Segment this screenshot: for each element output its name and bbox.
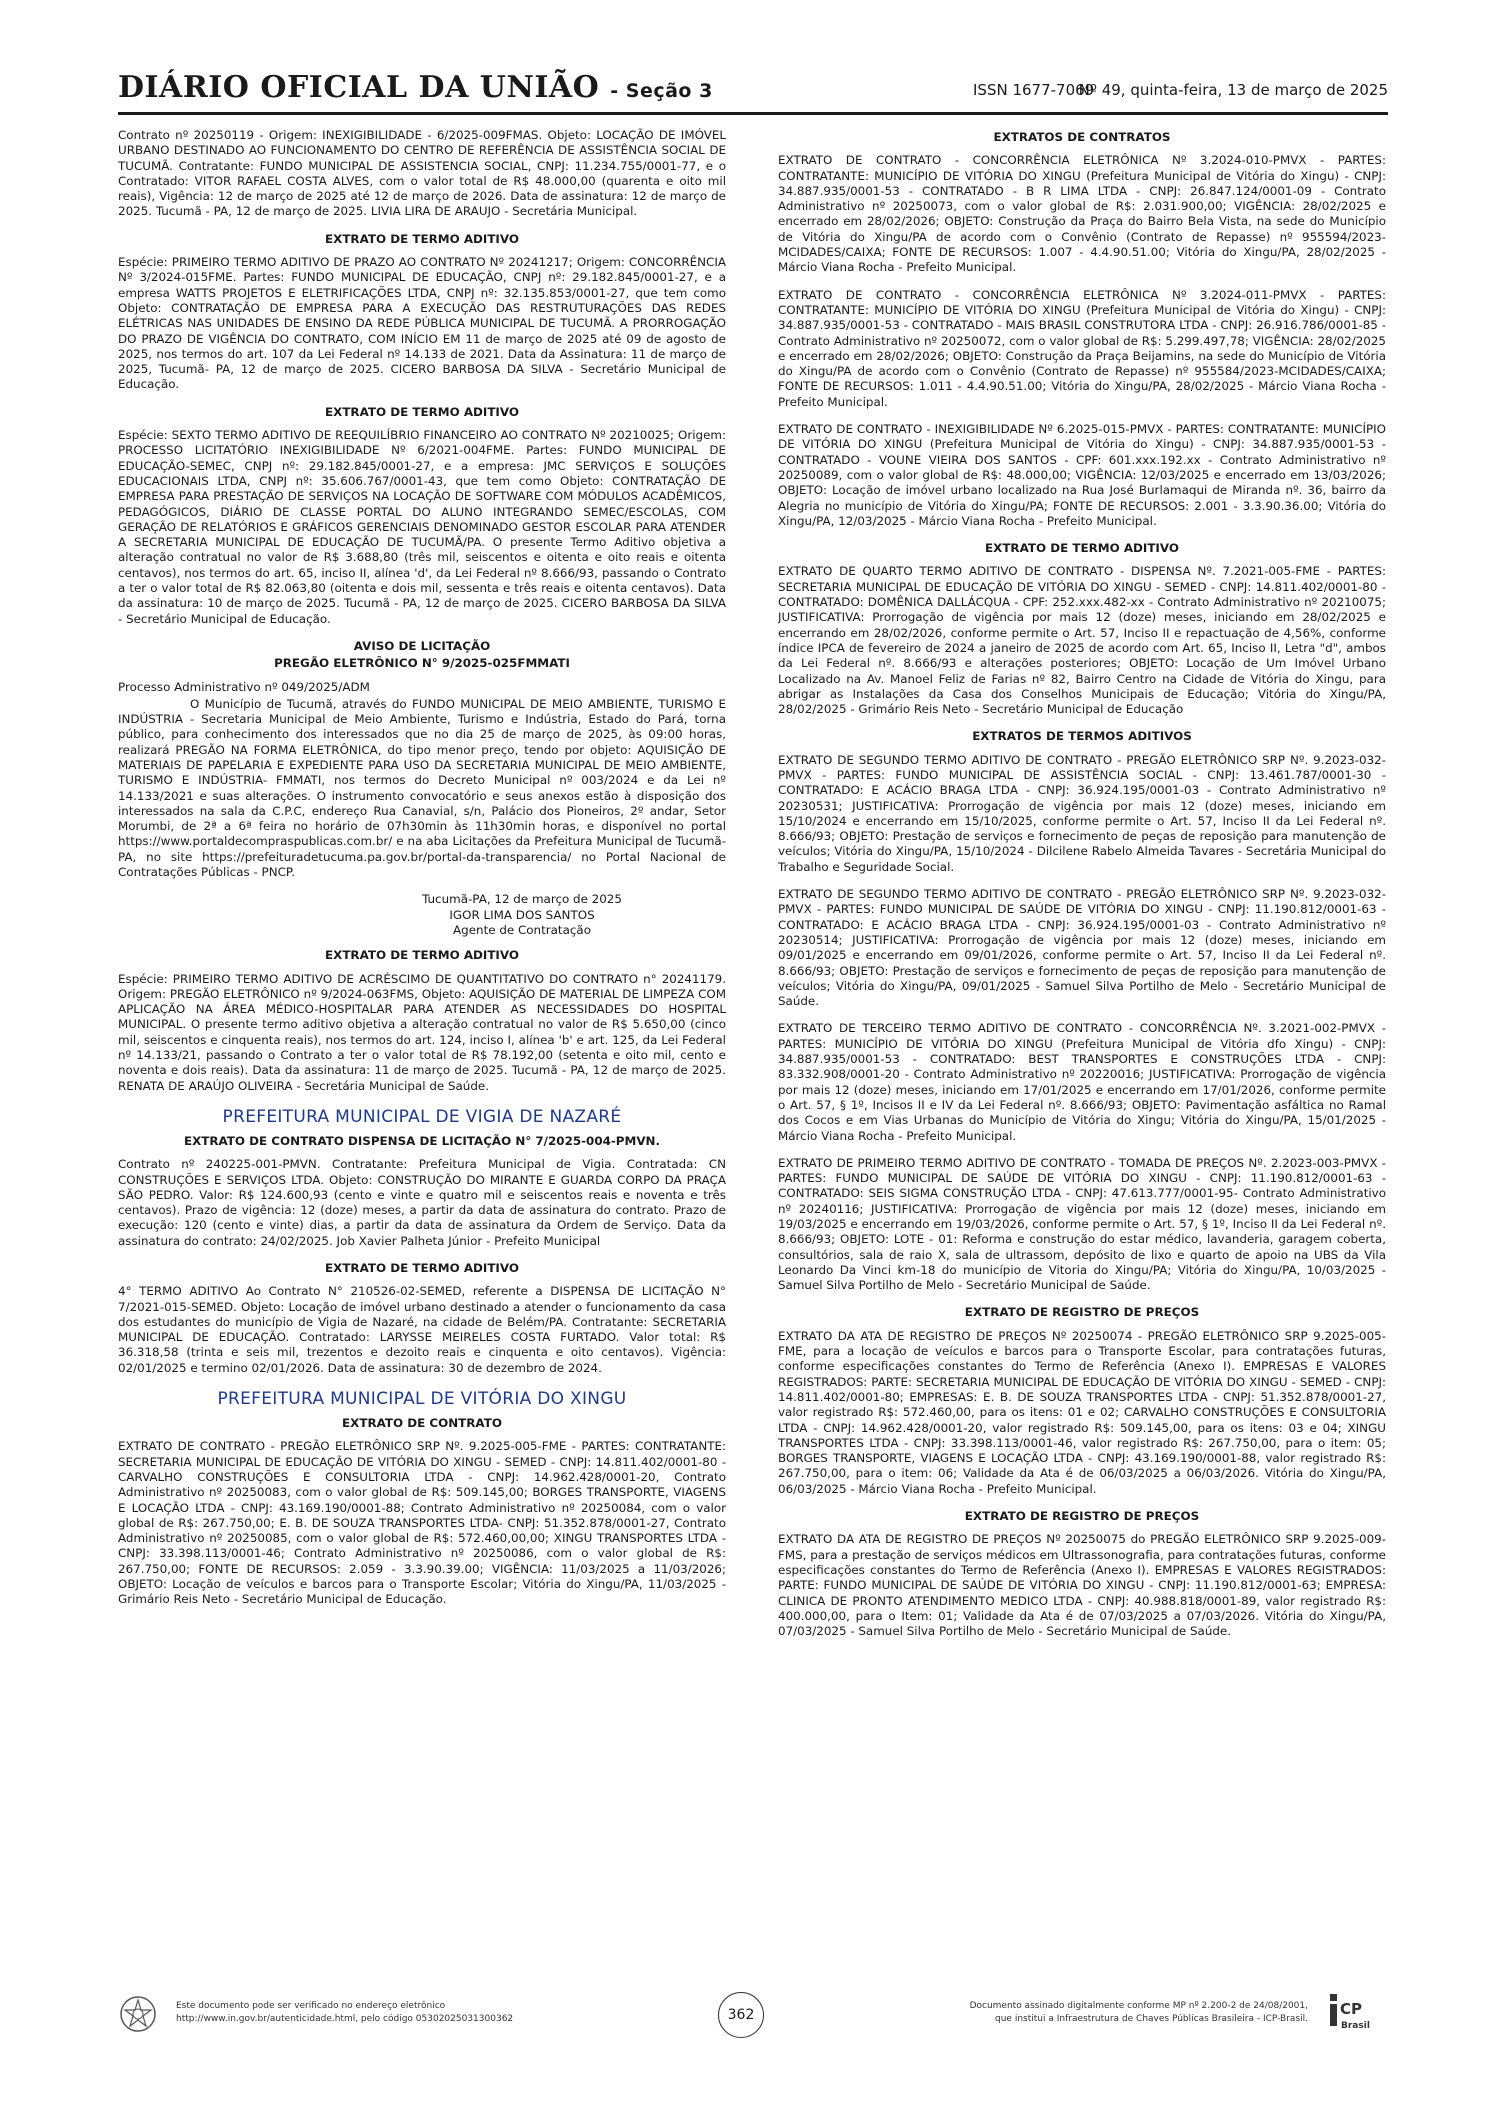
signature-role: Agente de Contratação xyxy=(453,922,591,937)
organization-heading: PREFEITURA MUNICIPAL DE VITÓRIA DO XINGU xyxy=(217,1389,627,1410)
coat-of-arms-icon xyxy=(118,1994,158,2034)
edition-date: Nº 49, quinta-feira, 13 de março de 2025 xyxy=(1078,81,1388,99)
notice-text: Contrato nº 240225-001-PMVN. Contratante: Prefeitura Municipal de Vigia. Contratada: CN CONSTRUÇÕES E SERVIÇOS LTDA. Objeto: CONSTRUÇÃO DO MIRANTE E GUARDA CORPO DA PRAÇA SÃO PEDRO. Valor: R$ 124.600,93 (cento e vinte e quatro mil e seiscentos reais e noventa e três centavos). Prazo de vigência: 12 (doze) meses, a partir da data de assinatura do contrato. Prazo de execução: 120 (cento e vinte) dias, a partir da data de assinatura da Ordem de Serviço. Data da assinatura do contrato: 24/02/2025. Job Xavier Palheta Júnior - Prefeito Municipal xyxy=(118,1157,726,1248)
notice-text: EXTRATO DE CONTRATO - CONCORRÊNCIA ELETRÔNICA Nº 3.2024-010-PMVX - PARTES: CONTRATANTE: MUNICÍPIO DE VITÓRIA DO XINGU (Prefeitura Municipal de Vitória do Xingu) - CNPJ: 34.887.935/0001-53 - CONTRATADO - B R LIMA LTDA - CNPJ: 26.847.124/0001-09 - Contrato Administrativo nº 20250073, com o valor global de R$: 2.031.900,00; VIGÊNCIA: 28/02/2025 e encerrado em 28/02/2026; OBJETO: Construção da Praça do Bairro Bela Vista, na sede do Município de Vitória do Xingu/PA de acordo com o Convênio (Contrato de Repasse) nº 955594/2023-MCIDADES/CAIXA; FONTE DE RECURSOS: 1.007 - 4.4.90.51.00; Vitória do Xingu/PA, 28/02/2025 - Márcio Viana Rocha - Prefeito Municipal. xyxy=(778,153,1386,275)
icp-brasil-logo-icon xyxy=(1326,1990,1388,2036)
process-number: Processo Administrativo nº 049/2025/ADM xyxy=(118,679,370,694)
signature-block xyxy=(118,892,726,938)
masthead xyxy=(118,70,1388,115)
notice-text: EXTRATO DE TERCEIRO TERMO ADITIVO DE CONTRATO - CONCORRÊNCIA Nº. 3.2021-002-PMVX - PARTES: MUNICÍPIO DE VITÓRIA DO XINGU (Prefeitura Municipal de Vitória dfo Xingu) - CNPJ: 34.887.935/0001-53 - CONTRATADO: BEST TRANSPORTES E CONSTRUÇÕES LTDA - CNPJ: 83.332.908/0001-20 - Contrato Administrativo nº 20220016; JUSTIFICATIVA: Prorrogação de vigência por mais 12 (doze) meses, iniciando em 17/01/2025 e encerrando em 17/01/2026, conforme permite o Art. 57, § 1º, Incisos II e IV da Lei Federal nº. 8.666/93; OBJETO: Pavimentação asfáltica no Ramal dos Cocos e em Vias Urbanas do Município de Vitória do Xingu; Vitória do Xingu/PA, 15/01/2025 - Márcio Viana Rocha - Prefeito Municipal. xyxy=(778,1021,1386,1143)
notice-text: EXTRATO DE PRIMEIRO TERMO ADITIVO DE CONTRATO - TOMADA DE PREÇOS Nº. 2.2023-003-PMVX - PARTES: FUNDO MUNICIPAL DE SAÚDE DE VITÓRIA DO XINGU - CNPJ: 11.190.812/0001-63 - CONTRATADO: SEIS SIGMA CONSTRUÇÃO LTDA - CNPJ: 47.613.777/0001-95- Contrato Administrativo nº 20240116; JUSTIFICATIVA: Prorrogação de vigência por mais 12 (doze) meses, iniciando em 19/03/2025 e encerrando em 19/03/2026, conforme permite o Art. 57, § 1º, Inciso II da Lei Federal nº. 8.666/93; OBJETO: LOTE - 01: Reforma e construção do estar médico, lavanderia, garagem coberta, consultórios, sala de raio X, sala de ultrassom, depósito de lixo e quarto de apoio na UBS da Vila Leonardo Da Vinci km-18 do município de Vitoria do Xingu/PA; Vitória do Xingu/PA, 10/03/2025 - Samuel Silva Portilho de Melo - Secretário Municipal de Saúde. xyxy=(778,1155,1386,1293)
notice-heading: EXTRATO DE REGISTRO DE PREÇOS xyxy=(964,1305,1200,1320)
notice-heading: EXTRATO DE TERMO ADITIVO xyxy=(325,1261,519,1275)
notice-text: Espécie: PRIMEIRO TERMO ADITIVO DE ACRÉSCIMO DE QUANTITATIVO DO CONTRATO n° 20241179. Origem: PREGÃO ELETRÔNICO nº 9/2024-063FMS, Objeto: AQUISIÇÃO DE MATERIAL DE LIMPEZA COM APLICAÇÃO NA ÁREA MÉDICO-HOSPITALAR PARA ATENDER AS NECESSIDADES DO HOSPITAL MUNICIPAL. O presente termo aditivo objetiva a alteração contratual no valor de R$ 5.650,00 (cinco mil, seiscentos e cinquenta reais), nos termos do art. 124, inciso I, alínea 'b' e art. 125, da Lei Federal nº 14.133/21, passando o Contrato a ter o valor total de R$ 78.192,00 (setenta e oito mil, cento e noventa e dois reais). Data da assinatura: 11 de março de 2025. Tucumã - PA, 12 de março de 2025. RENATA DE ARAÚJO OLIVEIRA - Secretária Municipal de Saúde. xyxy=(118,971,726,1093)
publication-title: DIÁRIO OFICIAL DA UNIÃO - Seção 3 xyxy=(118,70,713,105)
svg-text:Brasil: Brasil xyxy=(1341,2021,1370,2031)
page-footer xyxy=(118,1990,1388,2050)
right-column xyxy=(778,128,1386,1948)
notice-text: EXTRATO DE CONTRATO - CONCORRÊNCIA ELETRÔNICA Nº 3.2024-011-PMVX - PARTES: CONTRATANTE: MUNICÍPIO DE VITÓRIA DO XINGU (Prefeitura Municipal de Vitória do Xingu) - CNPJ: 34.887.935/0001-53 - CONTRATADO - MAIS BRASIL CONSTRUTORA LTDA - CNPJ: 26.916.786/0001-85 - Contrato Administrativo nº 20250072, com o valor global de R$: 5.299.497,78; VIGÊNCIA: 28/02/2025 e encerrado em 28/02/2026; OBJETO: Construção da Praça Beijamins, na sede do Município de Vitória do Xingu/PA de acordo com o Convênio (Contrato de Repasse) nº 955584/2023-MCIDADES/CAIXA; FONTE DE RECURSOS: 1.011 - 4.4.90.51.00; Vitória do Xingu/PA, 28/02/2025 - Márcio Viana Rocha - Prefeito Municipal. xyxy=(778,287,1386,409)
notice-text: 4° TERMO ADITIVO Ao Contrato N° 210526-02-SEMED, referente a DISPENSA DE LICITAÇÃO N° 7/2021-015-SEMED. Objeto: Locação de imóvel urbano destinado a atender o funcionamento da casa dos estudantes do município de Vigia de Nazaré, na cidade de Belém/PA. Contratante: SECRETARIA MUNICIPAL DE EDUCAÇÃO. Contratado: LARYSSE MEIRELES COSTA FURTADO. Valor total: R$ 36.318,58 (trinta e seis mil, trezentos e dezoito reais e cinquenta e oito centavos). Vigência: 02/01/2025 e termino 02/01/2026. Data de assinatura: 30 de dezembro de 2024. xyxy=(118,1284,726,1375)
notice-text: EXTRATO DE SEGUNDO TERMO ADITIVO DE CONTRATO - PREGÃO ELETRÔNICO SRP Nº. 9.2023-032-PMVX - PARTES: FUNDO MUNICIPAL DE SAÚDE DE VITÓRIA DO XINGU - CNPJ: 11.190.812/0001-63 - CONTRATADO: E ACÁCIO BRAGA LTDA - CNPJ: 36.924.195/0001-03 - Contrato Administrativo nº 20230514; JUSTIFICATIVA: Prorrogação de vigência por mais 12 (doze) meses, iniciando em 09/01/2025 e encerrando em 09/01/2026, conforme permite o Art. 57, Inciso II da Lei Federal nº. 8.666/93; OBJETO: Prestação de serviços e fornecimento de peças de reposição para manutenção de veículos; Vitória do Xingu/PA, 09/01/2025 - Samuel Silva Portilho de Melo - Secretário Municipal de Saúde. xyxy=(778,887,1386,1009)
signature-place-date: Tucumã-PA, 12 de março de 2025 xyxy=(422,892,622,907)
digital-signature-note: Documento assinado digitalmente conforme MP nº 2.200-2 de 24/08/2001, que institui a Infraestrutura de Chaves Públicas Brasileira - ICP-Brasil. xyxy=(969,2001,1308,2024)
notice-heading: AVISO DE LICITAÇÃO xyxy=(353,638,491,653)
signature-name: IGOR LIMA DOS SANTOS xyxy=(449,907,595,922)
notice-heading: EXTRATO DE TERMO ADITIVO xyxy=(325,231,519,246)
notice-heading: EXTRATO DE TERMO ADITIVO xyxy=(325,404,519,419)
notice-text: Espécie: SEXTO TERMO ADITIVO DE REEQUILÍBRIO FINANCEIRO AO CONTRATO Nº 20210025; Origem: PROCESSO LICITATÓRIO INEXIGIBILIDADE Nº 6/2021-004FME. Partes: FUNDO MUNICIPAL DE EDUCAÇÃO-SEMEC, CNPJ nº: 29.182.845/0001-27, e a empresa: JMC SERVIÇOS E SOLUÇÕES EDUCACIONAIS LTDA, CNPJ nº: 35.606.767/0001-43, que tem como Objeto: CONTRATAÇÃO DE EMPRESA PARA PRESTAÇÃO DE SERVIÇOS NA LOCAÇÃO DE SOFTWARE COM MÓDULOS ACADÊMICOS, PEDAGÓGICOS, DIÁRIO DE CLASSE PORTAL DO ALUNO INTEGRANDO SEMEC/ESCOLAS, COM GERAÇÃO DE RELATÓRIOS E GRÁFICOS GERENCIAIS DENOMINADO GESTOR ESCOLAR PARA ATENDER A SECRETARIA MUNICIPAL DE EDUCAÇÃO DE TUCUMÃ/PA. O presente Termo Aditivo objetiva a alteração contratual no valor de R$ 3.688,80 (três mil, seiscentos e oitenta e oito reais e oitenta centavos), nos termos do art. 65, inciso II, alínea 'd', da Lei Federal nº 8.666/93, passando o Contrato a ter o valor total de R$ 82.063,80 (oitenta e dois mil, sessenta e três reais e oitenta centavos). Data da assinatura: 10 de março de 2025. Tucumã - PA, 12 de março de 2025. CICERO BARBOSA DA SILVA - Secretário Municipal de Educação. xyxy=(118,428,726,626)
notice-text: EXTRATO DA ATA DE REGISTRO DE PREÇOS Nº 20250075 do PREGÃO ELETRÔNICO SRP 9.2025-009-FMS, para a prestação de serviços médicos em Ultrassonografia, para contratações futuras, conforme especificações constantes do Termo de Referência (Anexo I). EMPRESAS E VALORES REGISTRADOS: PARTE: FUNDO MUNICIPAL DE SAÚDE DE VITÓRIA DO XINGU - CNPJ: 11.190.812/0001-63; EMPRESA: CLINICA DE PRONTO ATENDIMENTO MEDICO LTDA - CNPJ: 40.988.818/0001-89, valor registrado R$: 400.000,00, para o Item: 01; Validade da Ata é de 07/03/2025 a 07/03/2026. Vitória do Xingu/PA, 07/03/2025 - Samuel Silva Portilho de Melo - Secretário Municipal de Saúde. xyxy=(778,1532,1386,1639)
notice-heading: EXTRATO DE TERMO ADITIVO xyxy=(985,541,1179,556)
notice-heading: EXTRATO DE CONTRATO DISPENSA DE LICITAÇÃO N° 7/2025-004-PMVN. xyxy=(183,1133,661,1148)
notice-heading: EXTRATO DE REGISTRO DE PREÇOS xyxy=(964,1509,1200,1524)
notice-subheading: PREGÃO ELETRÔNICO N° 9/2025-025FMMATI xyxy=(274,656,570,671)
organization-heading: PREFEITURA MUNICIPAL DE VIGIA DE NAZARÉ xyxy=(222,1106,622,1127)
notice-text: EXTRATO DE CONTRATO - PREGÃO ELETRÔNICO SRP Nº. 9.2025-005-FME - PARTES: CONTRATANTE: SECRETARIA MUNICIPAL DE EDUCAÇÃO DE VITÓRIA DO XINGU - SEMED - CNPJ: 14.811.402/0001-80 - CARVALHO CONSTRUÇÕES E CONSULTORIA LTDA - CNPJ: 14.962.428/0001-20, Contrato Administrativo nº 20250083, com o valor global de R$: 509.145,00; BORGES TRANSPORTE, VIAGENS E LOCAÇÃO LTDA - CNPJ: 43.169.190/0001-88; Contrato Administrativo nº 20250084, com o valor global de R$: 267.750,00; E. B. DE SOUZA TRANSPORTES LTDA- CNPJ: 51.352.878/0001-27, Contrato Administrativo nº 20250085, com o valor global de R$: 572.460,00,00; XINGU TRANSPORTES LTDA - CNPJ: 33.398.113/0001-46; Contrato Administrativo nº 20250086, com o valor global de R$: 267.750,00; FONTE DE RECURSOS: 2.059 - 3.3.90.39.00; VIGÊNCIA: 11/03/2025 a 11/03/2026; OBJETO: Locação de veículos e barcos para o Transporte Escolar; Vitória do Xingu/PA, 11/03/2025 - Grimário Reis Neto - Secretário Municipal de Educação. xyxy=(118,1439,726,1607)
notice-heading: EXTRATO DE CONTRATO xyxy=(342,1416,502,1431)
notice-text: EXTRATO DE QUARTO TERMO ADITIVO DE CONTRATO - DISPENSA Nº. 7.2021-005-FME - PARTES: SECRETARIA MUNICIPAL DE EDUCAÇÃO DE VITÓRIA DO XINGU - SEMED - CNPJ: 14.811.402/0001-80 - CONTRATADO: DOMÊNICA DALLÁCQUA - CPF: 252.xxx.482-xx - Contrato Administrativo nº 20210075; JUSTIFICATIVA: Prorrogação de vigência por mais 12 (doze) meses, iniciando em 28/02/2025 e encerrando em 28/02/2026, conforme permite o Art. 57, Inciso II e repactuação de 4,56%, conforme índice IPCA de fevereiro de 2024 a janeiro de 2025 de acordo com Art. 65, Inciso II, Letra "d", ambos da Lei Federal nº. 8.666/93 e alterações posteriores; OBJETO: Locação de Um Imóvel Urbano Localizado na Av. Manoel Feliz de Farias nº 82, Bairro Centro na Cidade de Vitória do Xingu, para abrigar as Instalações da Casa dos Conselhos Municipais de Educação; Vitória do Xingu/PA, 28/02/2025 - Grimário Reis Neto - Secretário Municipal de Educação xyxy=(778,564,1386,717)
page-number: 362 xyxy=(718,1992,764,2038)
section-label: - Seção 3 xyxy=(610,80,713,102)
notice-text: EXTRATO DA ATA DE REGISTRO DE PREÇOS Nº 20250074 - PREGÃO ELETRÔNICO SRP 9.2025-005-FME, para a locação de veículos e barcos para o Transporte Escolar, para contratações futuras, conforme especificações constantes do Termo de Referência (Anexo I). EMPRESAS E VALORES REGISTRADOS: PARTE: SECRETARIA MUNICIPAL DE EDUCAÇÃO DE VITÓRIA DO XINGU - SEMED - CNPJ: 14.811.402/0001-80; EMPRESAS: E. B. DE SOUZA TRANSPORTES LTDA - CNPJ: 51.352.878/0001-27, valor registrado R$: 572.460,00, para os itens: 01 e 02; CARVALHO CONSTRUÇÕES E CONSULTORIA LTDA - CNPJ: 14.962.428/0001-20, valor registrado R$: 509.145,00, para os itens: 03 e 04; XINGU TRANSPORTES LTDA - CNPJ: 33.398.113/0001-46, valor registrado R$: 267.750,00, para o item: 05; BORGES TRANSPORTE, VIAGENS E LOCAÇÃO LTDA - CNPJ: 43.169.190/0001-88, valor registrado R$: 267.750,00, para o item: 06; Validade da Ata é de 06/03/2025 a 06/03/2026. Vitória do Xingu/PA, 06/03/2025 - Márcio Viana Rocha - Prefeito Municipal. xyxy=(778,1328,1386,1496)
notice-text: Contrato nº 20250119 - Origem: INEXIGIBILIDADE - 6/2025-009FMAS. Objeto: LOCAÇÃO DE IMÓVEL URBANO DESTINADO AO FUNCIONAMENTO DO CENTRO DE REFERÊNCIA DE ASSISTÊNCIA SOCIAL DE TUCUMÃ. Contratante: FUNDO MUNICIPAL DE ASSISTENCIA SOCIAL, CNPJ: 11.234.755/0001-77, e o Contratado: VITOR RAFAEL COSTA ALVES, com o valor total de R$ 48.000,00 (quarenta e oito mil reais), Vigência: 12 de março de 2025 até 12 de março de 2026. Data de assinatura: 12 de março de 2025. Tucumã - PA, 12 de março de 2025. LIVIA LIRA DE ARAUJO - Secretária Municipal. xyxy=(118,128,726,219)
verification-note: Este documento pode ser verificado no endereço eletrônico http://www.in.gov.br/autenticidade.html, pelo código 05302025031300362 xyxy=(176,2001,514,2024)
notice-heading: EXTRATO DE TERMO ADITIVO xyxy=(325,948,519,963)
notice-text: EXTRATO DE SEGUNDO TERMO ADITIVO DE CONTRATO - PREGÃO ELETRÔNICO SRP Nº. 9.2023-032-PMVX - PARTES: FUNDO MUNICIPAL DE ASSISTÊNCIA SOCIAL - CNPJ: 13.461.787/0001-30 - CONTRATADO: E ACÁCIO BRAGA LTDA - CNPJ: 36.924.195/0001-03 - Contrato Administrativo nº 20230531; JUSTIFICATIVA: Prorrogação de vigência por mais 12 (doze) meses, iniciando em 15/10/2024 e encerrando em 15/10/2025, conforme permite o Art. 57, Inciso II da Lei Federal nº. 8.666/93; OBJETO: Prestação de serviços e fornecimento de peças de reposição para manutenção de veículos; Vitória do Xingu/PA, 15/10/2024 - Dilcilene Rabelo Almeida Tavares - Secretária Municipal do Trabalho e Seguridade Social. xyxy=(778,752,1386,874)
notice-text: Espécie: PRIMEIRO TERMO ADITIVO DE PRAZO AO CONTRATO Nº 20241217; Origem: CONCORRÊNCIA Nº 3/2024-015FME. Partes: FUNDO MUNICIPAL DE EDUCAÇÃO, CNPJ nº: 29.182.845/0001-27, e a empresa WATTS PROJETOS E ELETRIFICAÇÕES LTDA, CNPJ nº: 32.135.853/0001-27, que tem como Objeto: CONTRATAÇÃO DE EMPRESA PARA A EXECUÇÃO DAS RESTRUTURAÇÕES DAS REDES ELÉTRICAS NAS UNIDADES DE ENSINO DA REDE PÚBLICA MUNICIPAL DE TUCUMÃ. A PRORROGAÇÃO DO PRAZO DE VIGÊNCIA DO CONTRATO, COM INÍCIO EM 11 de março de 2025 até 09 de agosto de 2025, nos termos do art. 107 da Lei Federal nº 14.133 de 2021. Data da Assinatura: 11 de março de 2025, Tucumã- PA, 12 de março de 2025. CICERO BARBOSA DA SILVA - Secretário Municipal de Educação. xyxy=(118,255,726,392)
notice-heading: EXTRATOS DE TERMOS ADITIVOS xyxy=(972,729,1192,744)
left-column xyxy=(118,128,726,1948)
notice-text: EXTRATO DE CONTRATO - INEXIGIBILIDADE Nº 6.2025-015-PMVX - PARTES: CONTRATANTE: MUNICÍPIO DE VITÓRIA DO XINGU (Prefeitura Municipal de Vitória do Xingu) - CNPJ: 34.887.935/0001-53 - CONTRATADO - VOUNE VIEIRA DOS SANTOS - CPF: 601.xxx.192.xx - Contrato Administrativo nº 20250089, com o valor global de R$: 48.000,00; VIGÊNCIA: 12/03/2025 e encerrado em 13/03/2026; OBJETO: Locação de imóvel urbano localizado na Rua José Burlamaqui de Miranda nº. 36, bairro da Alegria no município de Vitória do Xingu/PA; FONTE DE RECURSOS: 2.001 - 3.3.90.36.00; Vitória do Xingu/PA, 12/03/2025 - Márcio Viana Rocha - Prefeito Municipal. xyxy=(778,422,1386,528)
issn: ISSN 1677-7069 xyxy=(973,81,1095,99)
notice-heading: EXTRATOS DE CONTRATOS xyxy=(993,130,1171,144)
svg-text:CP: CP xyxy=(1340,2000,1363,2018)
notice-text: O Município de Tucumã, através do FUNDO MUNICIPAL DE MEIO AMBIENTE, TURISMO E INDÚSTRIA - Secretaria Municipal de Meio Ambiente, Turismo e Indústria, Estado do Pará, torna público, para conhecimento dos interessados que no dia 25 de março de 2025, às 09:00 horas, realizará PREGÃO NA FORMA ELETRÔNICA, do tipo menor preço, tendo por objeto: AQUISIÇÃO DE MATERIAIS DE PAPELARIA E EXPEDIENTE PARA USO DA SECRETARIA MUNICIPAL DE MEIO AMBIENTE, TURISMO E INDÚSTRIA- FMMATI, nos termos do Decreto Municipal nº 003/2024 e da Lei nº 14.133/2021 e suas alterações. O instrumento convocatório e seus anexos estão à disposição dos interessados na sala da C.P.C, endereço Rua Canavial, s/n, Palácio dos Pioneiros, 2º andar, Setor Morumbi, de 2ª a 6ª feira no horário de 07h30min às 11h30min horas, e disponível no portal https://www.portaldecompraspublicas.com.br/ e na aba Licitações da Prefeitura Municipal de Tucumã-PA, no site https://prefeituradetucuma.pa.gov.br/portal-da-transparencia/ no Portal Nacional de Contratações Públicas - PNCP. xyxy=(118,696,726,880)
